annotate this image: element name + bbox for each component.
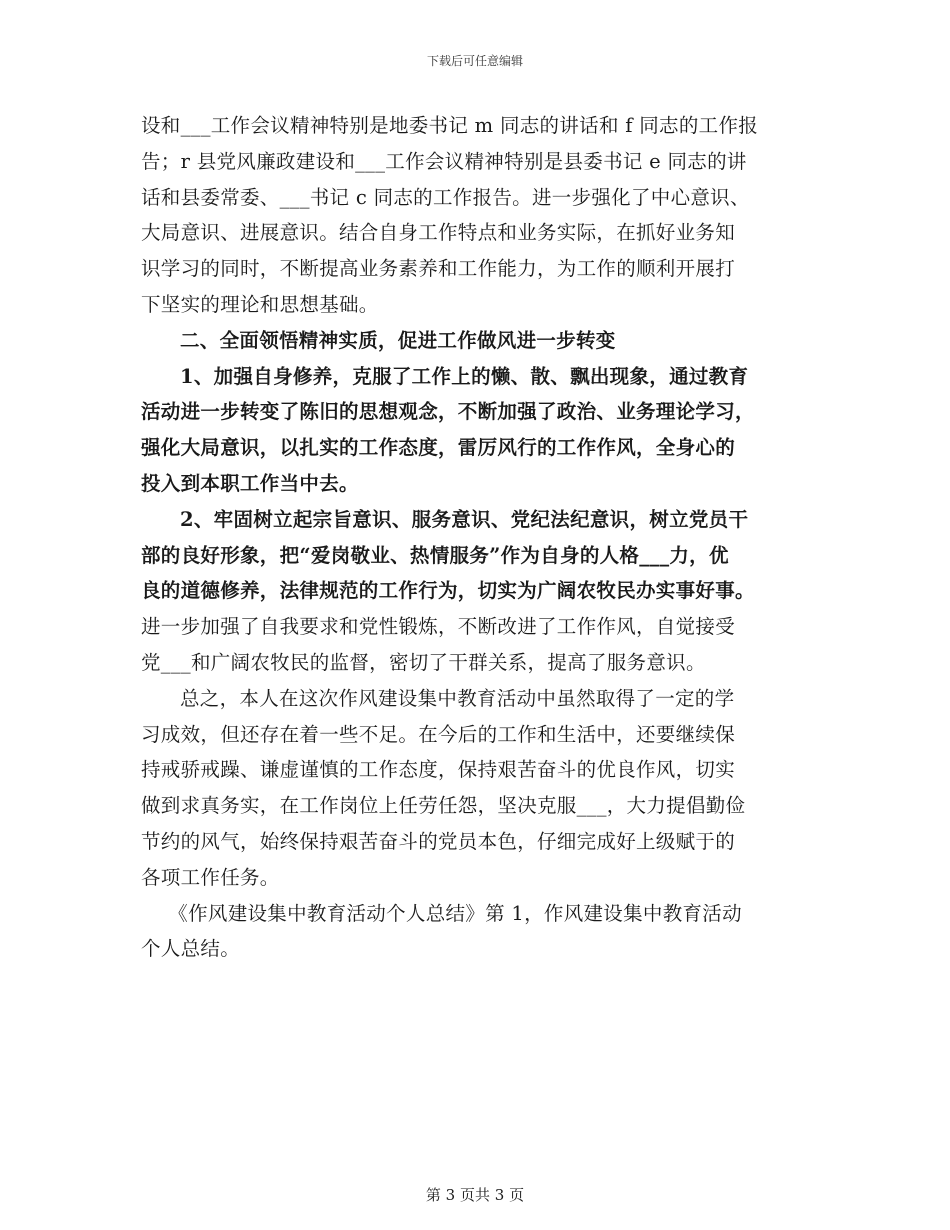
text-line: 下坚实的理论和思想基础。 <box>141 292 379 316</box>
text-line: 设和___工作会议精神特别是地委书记 m 同志的讲话和 f 同志的工作报 <box>141 114 759 137</box>
paragraph-continuation <box>141 609 813 681</box>
section-heading <box>141 323 813 359</box>
text-line: 2、牢固树立起宗旨意识、服务意识、党纪法纪意识，树立党员干 <box>180 507 749 531</box>
text-line: 总之，本人在这次作风建设集中教育活动中虽然取得了一定的学 <box>180 686 735 710</box>
text-line: 《作风建设集中教育活动个人总结》第 1，作风建设集中教育活动 <box>168 901 742 925</box>
text-line: 识学习的同时，不断提高业务素养和工作能力，为工作的顺利开展打 <box>141 257 736 281</box>
paragraph-closing <box>141 896 813 968</box>
heading-text: 二、全面领悟精神实质，促进工作做风进一步转变 <box>180 328 616 352</box>
text-line: 投入到本职工作当中去。 <box>141 471 359 495</box>
text-line: 部的良好形象，把“爱岗敬业、热情服务”作为自身的人格___力，优 <box>141 543 729 567</box>
paragraph-summary <box>141 681 813 896</box>
paragraph-item-1 <box>141 359 813 502</box>
paragraph-1 <box>141 108 813 323</box>
text-line: 做到求真务实，在工作岗位上任劳任怨，坚决克服___，大力提倡勤俭 <box>141 794 746 818</box>
page-footer: 第 3 页共 3 页 <box>425 1186 525 1204</box>
text-line: 告；r 县党风廉政建设和___工作会议精神特别是县委书记 e 同志的讲 <box>141 149 747 173</box>
text-line: 1、加强自身修养，克服了工作上的懒、散、飘出现象，通过教育 <box>180 364 749 388</box>
text-line: 党___和广阔农牧民的监督，密切了干群关系，提高了服务意识。 <box>141 650 706 674</box>
text-line: 强化大局意识，以扎实的工作态度，雷厉风行的工作作风，全身心的 <box>141 436 736 460</box>
document-body <box>141 108 813 967</box>
text-line: 活动进一步转变了陈旧的思想观念，不断加强了政治、业务理论学习， <box>141 400 755 424</box>
text-line: 各项工作任务。 <box>141 865 280 889</box>
text-line: 个人总结。 <box>141 937 241 961</box>
page-header: 下载后可任意编辑 <box>426 54 523 68</box>
text-line: 进一步加强了自我要求和党性锻炼，不断改进了工作作风，自觉接受 <box>141 615 736 639</box>
text-line: 话和县委常委、___书记 c 同志的工作报告。进一步强化了中心意识、 <box>141 185 750 209</box>
text-line: 习成效，但还存在着一些不足。在今后的工作和生活中，还要继续保 <box>141 722 736 746</box>
text-line: 大局意识、进展意识。结合自身工作特点和业务实际，在抓好业务知 <box>141 221 736 245</box>
text-line: 持戒骄戒躁、谦虚谨慎的工作态度，保持艰苦奋斗的优良作风，切实 <box>141 758 736 782</box>
text-line: 良的道德修养，法律规范的工作行为，切实为广阔农牧民办实事好事。 <box>141 579 755 603</box>
text-line: 节约的风气，始终保持艰苦奋斗的党员本色，仔细完成好上级赋于的 <box>141 829 736 853</box>
paragraph-item-2 <box>141 502 813 609</box>
